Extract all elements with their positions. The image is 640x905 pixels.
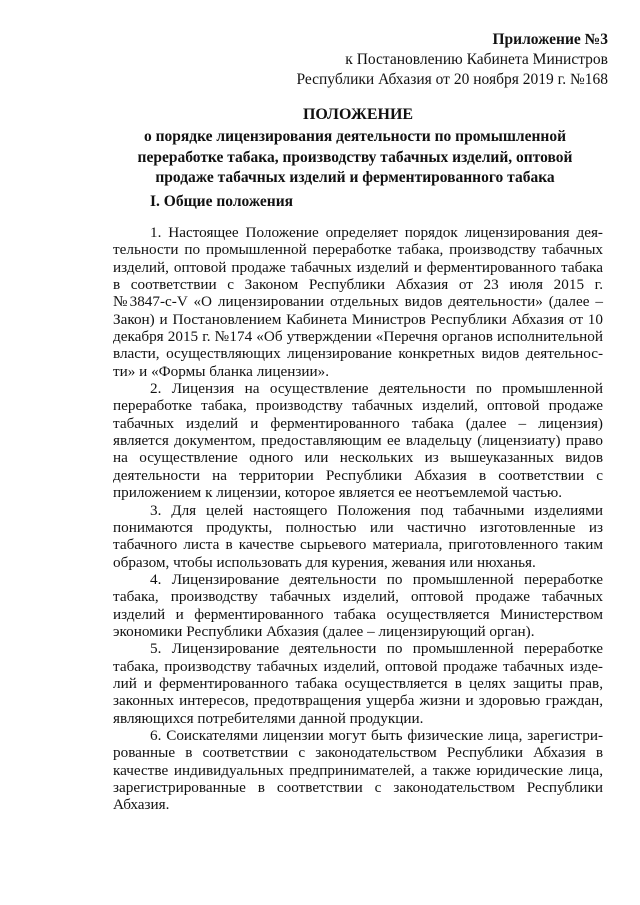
paragraph-line: переработке табака, производству табачных изделий, оптовой продаже — [113, 397, 603, 415]
paragraph-3 — [113, 502, 603, 571]
paragraph-line: качестве индивидуальных предпринимателей, а также юридические лица, — [113, 761, 603, 779]
paragraph-line: рованные в соответствии с законодательством Республики Абхазия в — [113, 744, 603, 762]
appendix-number: Приложение №3 — [492, 31, 608, 48]
paragraph-line: лий и ферментированного табака осуществляется в целях защиты прав, — [113, 674, 603, 692]
paragraph-line: ти» и «Формы бланка лицензии». — [113, 362, 330, 380]
paragraph-line: власти, осуществляющих лицензирование конкретных видов деятельнос- — [113, 345, 603, 363]
paragraph-2 — [113, 380, 603, 501]
paragraph-line: табачных изделий и ферментированного табака (далее – лицензия) — [113, 414, 603, 432]
paragraph-line: 4. Лицензирование деятельности по промышленной переработке — [150, 570, 603, 588]
paragraph-line: 3. Для целей настоящего Положения под табачными изделиями — [150, 501, 603, 519]
document-title: ПОЛОЖЕНИЕ — [302, 106, 414, 123]
paragraph-line: 5. Лицензирование деятельности по промышленной переработке — [150, 640, 603, 658]
subtitle-line: переработке табака, производству табачных изделий, оптовой — [137, 148, 573, 166]
paragraph-line: Закон) и Постановлением Кабинета Министров Республики Абхазия от 10 — [113, 310, 603, 328]
paragraph-line: 6. Соискателями лицензии могут быть физические лица, зарегистри- — [150, 726, 603, 744]
document-subtitle — [0, 127, 640, 189]
appendix-reference-date: Республики Абхазия от 20 ноября 2019 г. №168 — [296, 71, 608, 88]
paragraph-line: Абхазия. — [113, 796, 170, 814]
paragraph-line: законных интересов, предотвращения ущерба жизни и здоровью граждан, — [113, 692, 603, 710]
paragraph-line: приложением к лицензии, которое является ее неотъемлемой частью. — [113, 484, 563, 502]
paragraph-line: табака, производству табачных изделий, оптовой продаже табачных изде- — [113, 657, 603, 675]
paragraph-line: образом, чтобы использовать для курения, жевания или нюханья. — [113, 553, 536, 571]
paragraph-line: изделий и ферментированного табака осуществляется Министерством — [113, 605, 603, 623]
paragraph-line: тельности по промышленной переработке табака, производству табачных — [113, 241, 603, 259]
paragraph-line: зарегистрированные в соответствии с законодательством Республики — [113, 779, 603, 796]
paragraph-line: №3847-с-V «О лицензировании отдельных видов деятельности» (далее – — [113, 293, 603, 311]
paragraph-line: являющихся потребителями данной продукции. — [113, 709, 424, 727]
paragraph-4 — [113, 571, 603, 640]
document-body — [113, 224, 603, 814]
subtitle-line: продаже табачных изделий и ферментированного табака — [155, 169, 555, 186]
paragraph-line: декабря 2015 г. №174 «Об утверждении «Перечня органов исполнительной — [113, 328, 603, 346]
paragraph-line: табака, производству табачных изделий, оптовой продаже табачных — [113, 588, 603, 606]
paragraph-6 — [113, 727, 603, 814]
appendix-header — [296, 30, 608, 90]
section-heading: I. Общие положения — [150, 193, 294, 210]
paragraph-line: 1. Настоящее Положение определяет порядок лицензирования дея- — [150, 224, 603, 241]
paragraph-line: на осуществление одного или нескольких из вышеуказанных видов — [113, 449, 603, 467]
paragraph-line: деятельности на территории Республики Абхазия в соответствии с — [113, 466, 603, 484]
paragraph-line: понимаются продукты, полностью или частично изготовленные из — [113, 518, 603, 536]
paragraph-5 — [113, 640, 603, 727]
paragraph-line: 2. Лицензия на осуществление деятельности по промышленной — [150, 380, 603, 398]
paragraph-1 — [113, 224, 603, 380]
appendix-reference-line: к Постановлению Кабинета Министров — [345, 51, 608, 68]
paragraph-line: в соответствии с Законом Республики Абхазия от 23 июля 2015 г. — [113, 276, 603, 294]
paragraph-line: экономики Республики Абхазия (далее – лицензирующий орган). — [113, 622, 535, 640]
paragraph-line: табачного листа в качестве сырьевого материала, приготовленного таким — [113, 536, 603, 554]
paragraph-line: является документом, предоставляющим ее владельцу (лицензиату) право — [113, 432, 603, 450]
paragraph-line: изделий, оптовой продаже табачных изделий и ферментированного табака — [113, 258, 603, 276]
subtitle-line: о порядке лицензирования деятельности по промышленной — [143, 128, 567, 145]
